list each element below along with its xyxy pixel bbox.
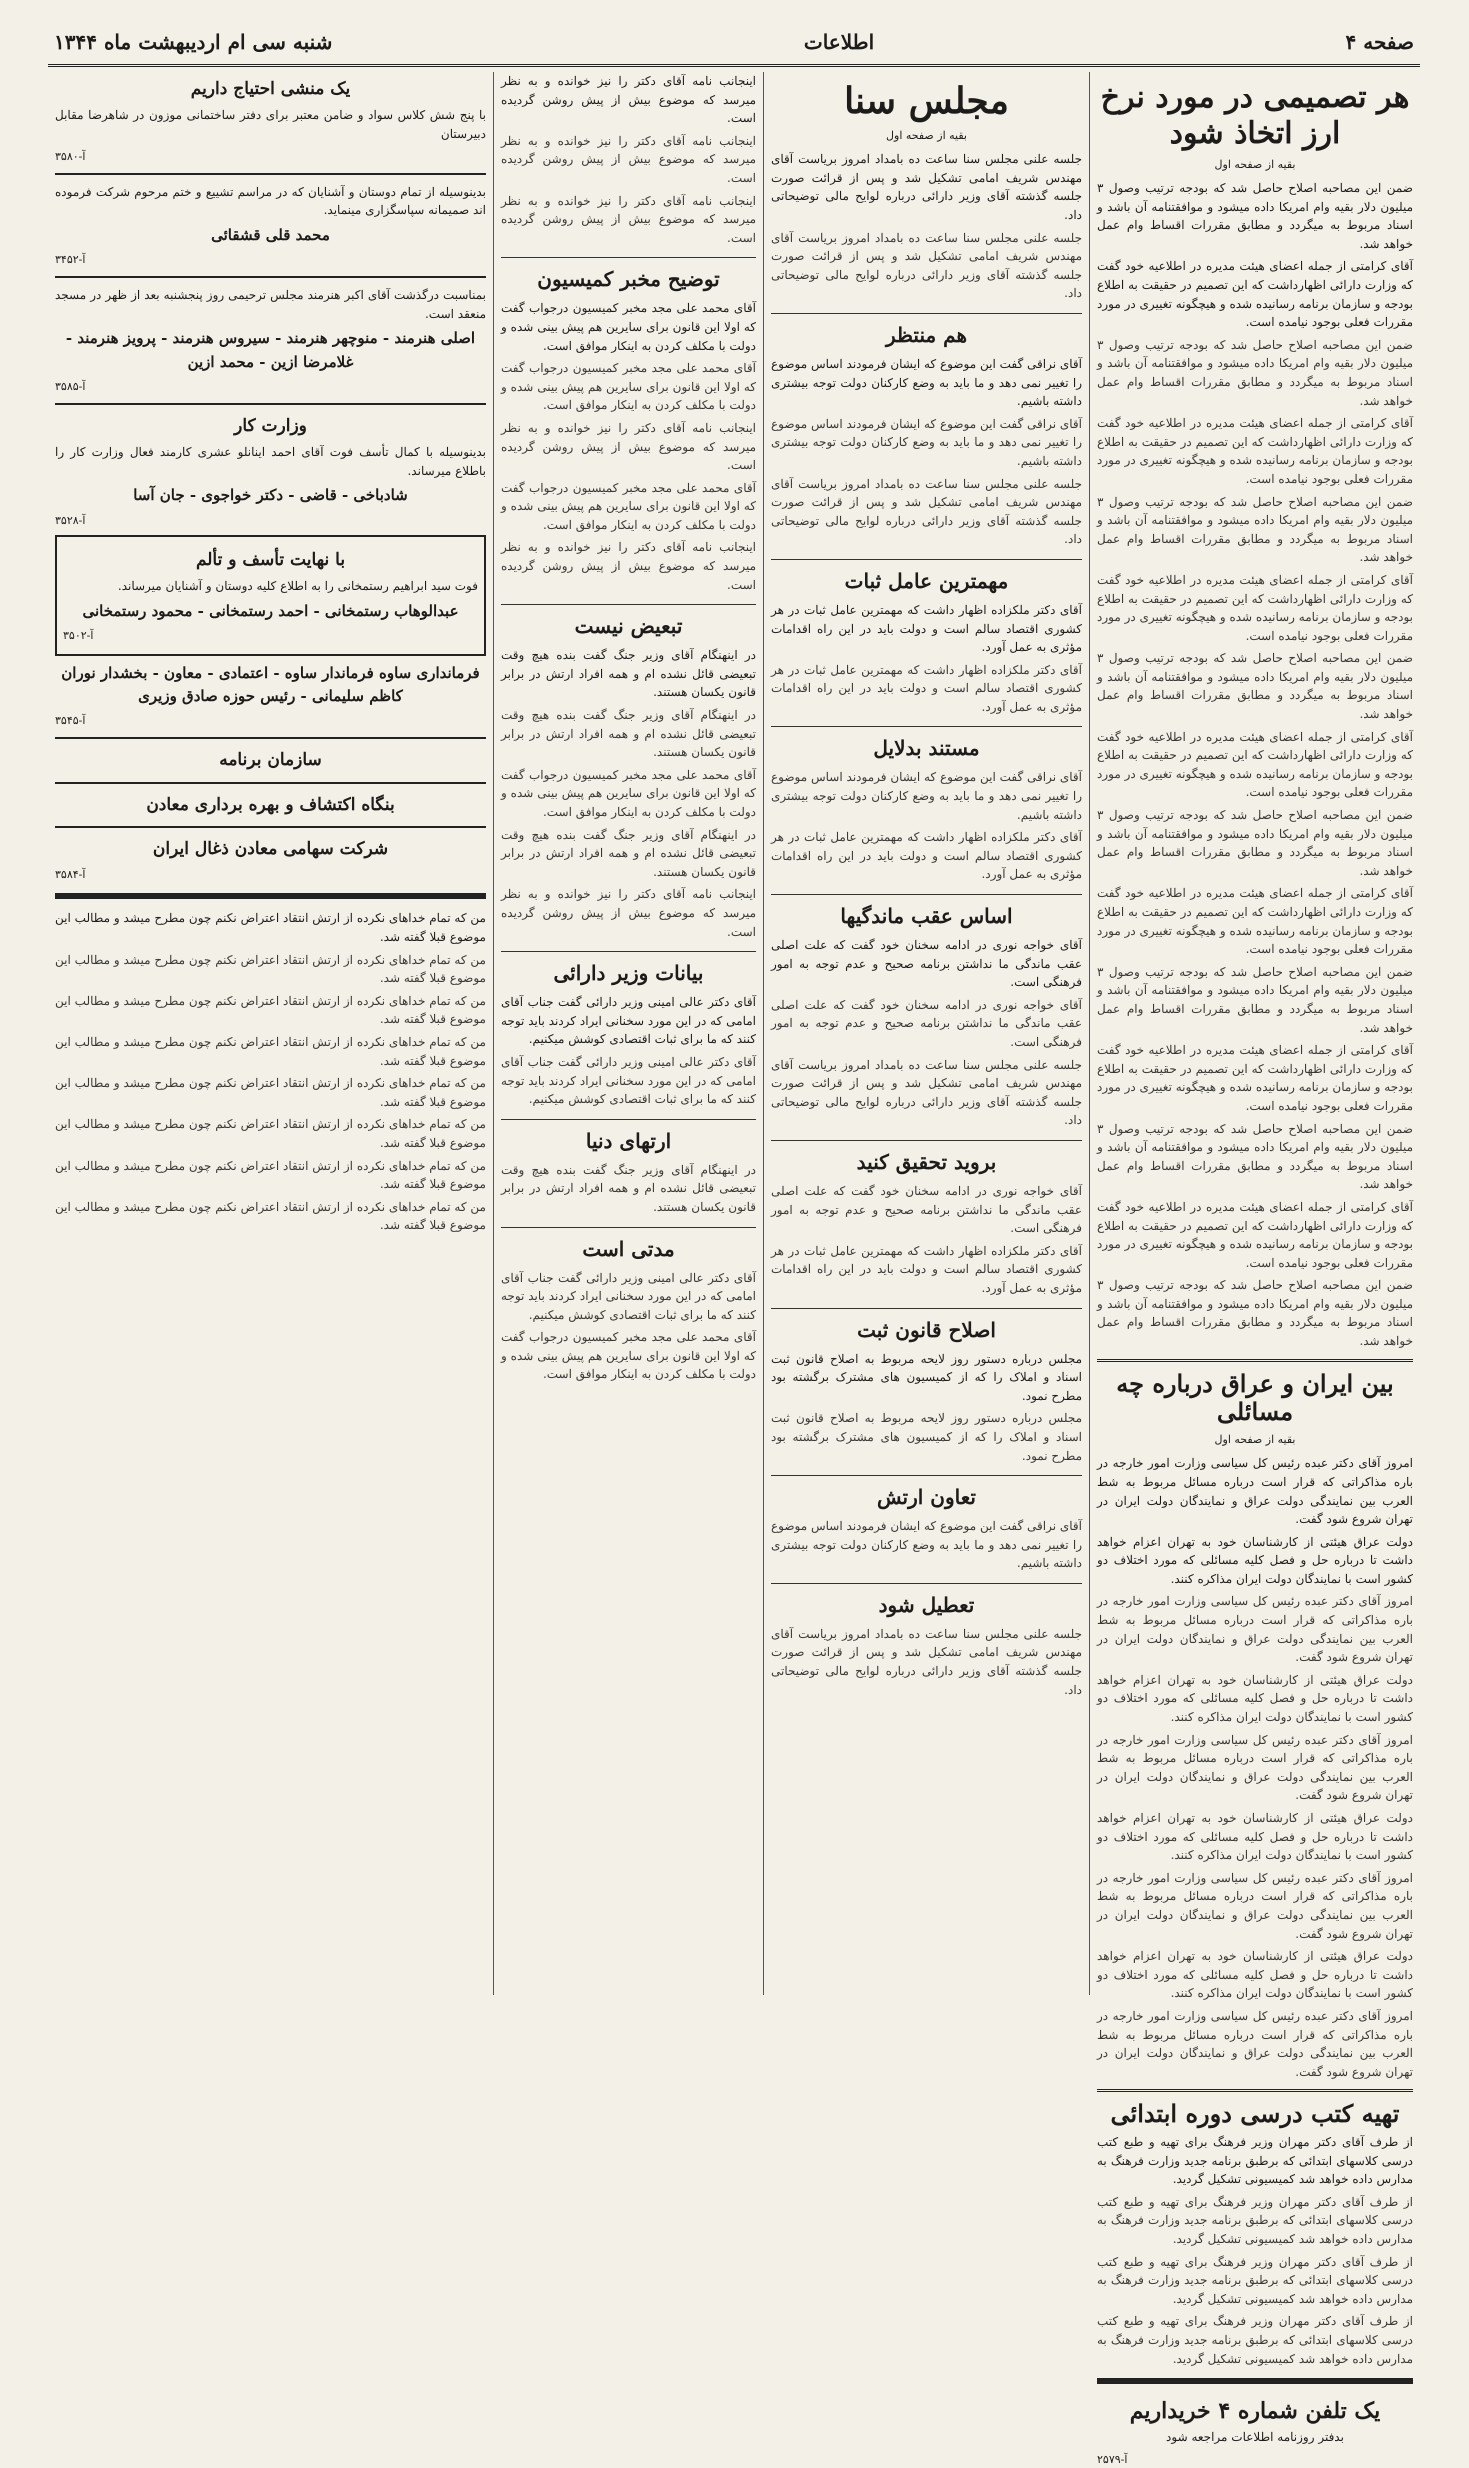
subheading: مستند بدلایل	[771, 726, 1082, 764]
article-paragraph: دولت عراق هیئتی از کارشناسان خود به تهران اعزام خواهد داشت تا درباره حل و فصل کلیه مسائلی که مورد اختلاف دو کشور است با نمایندگان دولت ایران مذاکره کنند.	[1097, 1534, 1413, 1586]
article-paragraph: آقای محمد علی مجد مخبر کمیسیون درجواب گفت که اولا این قانون برای سایرین هم پیش بینی شده و دولت با مکلف کردن به اینکار موافق است.	[501, 361, 756, 413]
divider	[55, 893, 486, 899]
article-paragraph: در اینهنگام آقای وزیر جنگ گفت بنده هیچ وقت تبعیضی قائل نشده ام و همه افراد ارتش در برابر قانون یکسان هستند.	[501, 1162, 756, 1214]
ad-code: آ-۲۵۷۹	[1097, 2452, 1128, 2466]
article-paragraph: آقای دکتر عالی امینی وزیر دارائی گفت جناب آقای امامی که در این مورد سخنانی ایراد کردند باید توجه کنند که ما برای ثبات اقتصادی کوشش میکنیم.	[501, 1054, 756, 1107]
subheading: بیانات وزیر دارائی	[501, 951, 756, 989]
article-paragraph: آقای دکتر ملکزاده اظهار داشت که مهمترین عامل ثبات در هر کشوری اقتصاد سالم است و دولت باید در این راه اقدامات مؤثری به عمل آورد.	[771, 662, 1082, 714]
subheading: تعطیل شود	[771, 1583, 1082, 1621]
article-paragraph: آقای دکتر عالی امینی وزیر دارائی گفت جناب آقای امامی که در این مورد سخنانی ایراد کردند باید توجه کنند که ما برای ثبات اقتصادی کوشش میکنیم.	[501, 995, 756, 1047]
subheading: مدتی است	[501, 1227, 756, 1265]
article-paragraph: اینجانب نامه آقای دکتر را نیز خوانده و به نظر میرسد که موضوع بیش از پیش روشن گردیده است.	[501, 420, 756, 473]
article-paragraph: من که تمام خداهای نکرده از ارتش انتقاد اعتراض نکنم چون مطرح میشد و مطالب این موضوع قبلا گفته شد.	[55, 1199, 486, 1233]
article-paragraph: آقای خواجه نوری در ادامه سخنان خود گفت که علت اصلی عقب ماندگی ما نداشتن برنامه صحیح و عدم توجه به امور فرهنگی است.	[771, 1183, 1082, 1236]
article-paragraph: ضمن این مصاحبه اصلاح حاصل شد که بودجه ترتیب وصول ۳ میلیون دلار بقیه وام امریکا داده میشود و موافقتنامه آن باشد و اسناد مربوط به میگردد و مطابق مقررات اقساط وام عمل خواهد شد.	[1097, 494, 1413, 565]
continued-note: بقیه از صفحه اول	[886, 129, 967, 143]
article-paragraph: امروز آقای دکتر عبده رئیس کل سیاسی وزارت امور خارجه در باره مذاکراتی که قرار است درباره مسائل مربوط به شط العرب بین نمایندگی دولت عراق و نمایندگان دولت ایران در تهران شروع شود گفت.	[1097, 1870, 1413, 1941]
headline-senate: مجلس سنا	[844, 80, 1009, 122]
ad-signature: شادباخی - قاضی - دکتر خواجوی - جان آسا	[133, 486, 408, 505]
ad-title: سازمان برنامه	[219, 750, 322, 771]
column-3	[493, 72, 763, 1995]
subheading: ارتهای دنیا	[501, 1119, 756, 1157]
article-paragraph: آقای کرامتی از جمله اعضای هیئت مدیره در اطلاعیه خود گفت که وزارت دارائی اظهارداشت که این تصمیم در حقیقت به اطلاع بودجه و سازمان برنامه رسانیده شده و هیچگونه تغییری در مورد مقررات فعلی بوجود نیامده است.	[1097, 1043, 1413, 1113]
article-paragraph: آقای دکتر عالی امینی وزیر دارائی گفت جناب آقای امامی که در این مورد سخنانی ایراد کردند باید توجه کنند که ما برای ثبات اقتصادی کوشش میکنیم.	[501, 1270, 756, 1322]
article-paragraph: آقای نراقی گفت این موضوع که ایشان فرمودند اساس موضوع را تغییر نمی دهد و ما باید به وضع کارکنان دولت توجه بیشتری داشته باشیم.	[771, 1519, 1082, 1571]
page-number: صفحه ۴	[1345, 30, 1414, 54]
article-paragraph: اینجانب نامه آقای دکتر را نیز خوانده و به نظر میرسد که موضوع بیش از پیش روشن گردیده است.	[501, 887, 756, 939]
newspaper-page	[48, 20, 1420, 2466]
divider	[55, 782, 486, 784]
ad-code: آ-۳۵۸۰	[55, 149, 86, 163]
article-paragraph: امروز آقای دکتر عبده رئیس کل سیاسی وزارت امور خارجه در باره مذاکراتی که قرار است درباره مسائل مربوط به شط العرب بین نمایندگی دولت عراق و نمایندگان دولت ایران در تهران شروع شود گفت.	[1097, 1594, 1413, 1665]
ad-code: آ-۳۵۲۸	[55, 513, 86, 527]
article-paragraph: آقای محمد علی مجد مخبر کمیسیون درجواب گفت که اولا این قانون برای سایرین هم پیش بینی شده و دولت با مکلف کردن به اینکار موافق است.	[501, 1330, 756, 1382]
subheading: تعاون ارتش	[771, 1475, 1082, 1513]
article-paragraph: جلسه علنی مجلس سنا ساعت ده بامداد امروز بریاست آقای مهندس شریف امامی تشکیل شد و پس از قرائت صورت جلسه گذشته آقای وزیر دارائی درباره لوایح مالی توضیحاتی داد.	[771, 1626, 1082, 1697]
article-paragraph: ضمن این مصاحبه اصلاح حاصل شد که بودجه ترتیب وصول ۳ میلیون دلار بقیه وام امریکا داده میشود و موافقتنامه آن باشد و اسناد مربوط به میگردد و مطابق مقررات اقساط وام عمل خواهد شد.	[1097, 651, 1413, 722]
article-paragraph: امروز آقای دکتر عبده رئیس کل سیاسی وزارت امور خارجه در باره مذاکراتی که قرار است درباره مسائل مربوط به شط العرب بین نمایندگی دولت عراق و نمایندگان دولت ایران در تهران شروع شود گفت.	[1097, 1732, 1413, 1803]
article-paragraph: آقای محمد علی مجد مخبر کمیسیون درجواب گفت که اولا این قانون برای سایرین هم پیش بینی شده و دولت با مکلف کردن به اینکار موافق است.	[501, 767, 756, 819]
article-paragraph: من که تمام خداهای نکرده از ارتش انتقاد اعتراض نکنم چون مطرح میشد و مطالب این موضوع قبلا گفته شد.	[55, 993, 486, 1027]
ad-signature: عبدالوهاب رستمخانی - احمد رستمخانی - محمود رستمخانی	[82, 601, 459, 620]
article-paragraph: اینجانب نامه آقای دکتر را نیز خوانده و به نظر میرسد که موضوع بیش از پیش روشن گردیده است.	[501, 133, 756, 185]
article-paragraph: من که تمام خداهای نکرده از ارتش انتقاد اعتراض نکنم چون مطرح میشد و مطالب این موضوع قبلا گفته شد.	[55, 911, 486, 945]
subheading: هم منتظر	[771, 313, 1082, 351]
article-paragraph: آقای دکتر ملکزاده اظهار داشت که مهمترین عامل ثبات در هر کشوری اقتصاد سالم است و دولت باید در این راه اقدامات مؤثری به عمل آورد.	[771, 830, 1082, 882]
divider	[1097, 2378, 1413, 2384]
article-paragraph: از طرف آقای دکتر مهران وزیر فرهنگ برای تهیه و طبع کتب درسی کلاسهای ابتدائی که برطبق برنامه جدید وزارت فرهنگ به مدارس داده خواهد شد کمیسیونی تشکیل گردید.	[1097, 2314, 1413, 2366]
article-paragraph: از طرف آقای دکتر مهران وزیر فرهنگ برای تهیه و طبع کتب درسی کلاسهای ابتدائی که برطبق برنامه جدید وزارت فرهنگ به مدارس داده خواهد شد کمیسیونی تشکیل گردید.	[1097, 2194, 1413, 2247]
article-paragraph: ضمن این مصاحبه اصلاح حاصل شد که بودجه ترتیب وصول ۳ میلیون دلار بقیه وام امریکا داده میشود و موافقتنامه آن باشد و اسناد مربوط به میگردد و مطابق مقررات اقساط وام عمل خواهد شد.	[1097, 181, 1413, 251]
ad-title: با نهایت تأسف و تألم	[195, 549, 346, 570]
article-paragraph: آقای کرامتی از جمله اعضای هیئت مدیره در اطلاعیه خود گفت که وزارت دارائی اظهارداشت که این تصمیم در حقیقت به اطلاع بودجه و سازمان برنامه رسانیده شده و هیچگونه تغییری در مورد مقررات فعلی بوجود نیامده است.	[1097, 1199, 1413, 1270]
article-paragraph: دولت عراق هیئتی از کارشناسان خود به تهران اعزام خواهد داشت تا درباره حل و فصل کلیه مسائلی که مورد اختلاف دو کشور است با نمایندگان دولت ایران مذاکره کنند.	[1097, 1672, 1413, 1725]
ad-title: بنگاه اکتشاف و بهره برداری معادن	[146, 794, 395, 815]
ad-code: آ-۳۵۴۵	[55, 714, 86, 728]
subheading: اساس عقب ماندگیها	[771, 894, 1082, 932]
article-paragraph: امروز آقای دکتر عبده رئیس کل سیاسی وزارت امور خارجه در باره مذاکراتی که قرار است درباره مسائل مربوط به شط العرب بین نمایندگی دولت عراق و نمایندگان دولت ایران در تهران شروع شود گفت.	[1097, 2008, 1413, 2079]
continued-note: بقیه از صفحه اول	[1214, 1433, 1296, 1447]
article-paragraph: آقای کرامتی از جمله اعضای هیئت مدیره در اطلاعیه خود گفت که وزارت دارائی اظهارداشت که این تصمیم در حقیقت به اطلاع بودجه و سازمان برنامه رسانیده شده و هیچگونه تغییری در مورد مقررات فعلی بوجود نیامده است.	[1097, 259, 1413, 330]
ad-body: فوت سید ابراهیم رستمخانی را به اطلاع کلیه دوستان و آشنایان میرساند.	[117, 578, 478, 593]
newspaper-name: اطلاعات	[803, 30, 875, 54]
ad-body: بمناسبت درگذشت آقای اکبر هنرمند مجلس ترحیمی روز پنجشنبه بعد از ظهر در مسجد منعقد است.	[55, 288, 486, 321]
article-paragraph: آقای دکتر ملکزاده اظهار داشت که مهمترین عامل ثبات در هر کشوری اقتصاد سالم است و دولت باید در این راه اقدامات مؤثری به عمل آورد.	[771, 1243, 1082, 1295]
article-paragraph: آقای نراقی گفت این موضوع که ایشان فرمودند اساس موضوع را تغییر نمی دهد و ما باید به وضع کارکنان دولت توجه بیشتری داشته باشیم.	[771, 770, 1082, 822]
divider	[55, 403, 486, 405]
headline-textbooks: تهیه کتب درسی دوره ابتدائی	[1097, 2089, 1413, 2129]
article-paragraph: ضمن این مصاحبه اصلاح حاصل شد که بودجه ترتیب وصول ۳ میلیون دلار بقیه وام امریکا داده میشود و موافقتنامه آن باشد و اسناد مربوط به میگردد و مطابق مقررات اقساط وام عمل خواهد شد.	[1097, 1121, 1413, 1192]
article-paragraph: ضمن این مصاحبه اصلاح حاصل شد که بودجه ترتیب وصول ۳ میلیون دلار بقیه وام امریکا داده میشود و موافقتنامه آن باشد و اسناد مربوط به میگردد و مطابق مقررات اقساط وام عمل خواهد شد.	[1097, 337, 1413, 408]
masthead	[48, 20, 1420, 67]
article-paragraph: آقای کرامتی از جمله اعضای هیئت مدیره در اطلاعیه خود گفت که وزارت دارائی اظهارداشت که این تصمیم در حقیقت به اطلاع بودجه و سازمان برنامه رسانیده شده و هیچگونه تغییری در مورد مقررات فعلی بوجود نیامده است.	[1097, 729, 1413, 800]
article-paragraph: دولت عراق هیئتی از کارشناسان خود به تهران اعزام خواهد داشت تا درباره حل و فصل کلیه مسائلی که مورد اختلاف دو کشور است با نمایندگان دولت ایران مذاکره کنند.	[1097, 1949, 1413, 2001]
article-paragraph: اینجانب نامه آقای دکتر را نیز خوانده و به نظر میرسد که موضوع بیش از پیش روشن گردیده است.	[501, 540, 756, 592]
article-paragraph: در اینهنگام آقای وزیر جنگ گفت بنده هیچ وقت تبعیضی قائل نشده ام و همه افراد ارتش در برابر قانون یکسان هستند.	[501, 648, 756, 700]
ad-code: آ-۳۴۵۲	[55, 253, 86, 267]
article-paragraph: امروز آقای دکتر عبده رئیس کل سیاسی وزارت امور خارجه در باره مذاکراتی که قرار است درباره مسائل مربوط به شط العرب بین نمایندگی دولت عراق و نمایندگان دولت ایران در تهران شروع شود گفت.	[1097, 1456, 1413, 1527]
article-paragraph: در اینهنگام آقای وزیر جنگ گفت بنده هیچ وقت تبعیضی قائل نشده ام و همه افراد ارتش در برابر قانون یکسان هستند.	[501, 708, 756, 760]
divider	[55, 276, 486, 278]
ad-title: شرکت سهامی معادن ذغال ایران	[152, 839, 389, 860]
ad-body: با پنج شش کلاس سواد و ضامن معتبر برای دفتر ساختمانی موزون در شاهرضا مقابل دبیرستان	[55, 108, 486, 141]
ad-signature: محمد قلی قشقائی	[211, 225, 330, 244]
ad-signature: اصلی هنرمند - منوچهر هنرمند - سیروس هنرمند - پرویز هنرمند - غلامرضا ازین - محمد ازین	[65, 329, 476, 371]
boxed-ad	[55, 535, 486, 656]
issue-date: شنبه سی ام اردیبهشت ماه ۱۳۴۴	[54, 30, 333, 54]
article-paragraph: دولت عراق هیئتی از کارشناسان خود به تهران اعزام خواهد داشت تا درباره حل و فصل کلیه مسائلی که مورد اختلاف دو کشور است با نمایندگان دولت ایران مذاکره کنند.	[1097, 1811, 1413, 1863]
ad-title: یک منشی احتیاج داریم	[190, 79, 351, 99]
article-paragraph: آقای کرامتی از جمله اعضای هیئت مدیره در اطلاعیه خود گفت که وزارت دارائی اظهارداشت که این تصمیم در حقیقت به اطلاع بودجه و سازمان برنامه رسانیده شده و هیچگونه تغییری در مورد مقررات فعلی بوجود نیامده است.	[1097, 886, 1413, 957]
ad-body: بدینوسیله با کمال تأسف فوت آقای احمد اینانلو عشری کارمند فعال وزارت کار را باطلاع میرساند.	[55, 445, 486, 478]
column-4-ads	[48, 72, 493, 1995]
article-paragraph: من که تمام خداهای نکرده از ارتش انتقاد اعتراض نکنم چون مطرح میشد و مطالب این موضوع قبلا گفته شد.	[55, 952, 486, 986]
column-2	[763, 72, 1089, 1995]
ad-code: آ-۳۵۰۲	[63, 628, 94, 642]
ad-signature: فرمانداری ساوه فرماندار ساوه - اعتمادی - معاون - بخشدار نوران کاظم سلیمانی - رئیس حوزه صادق وزیری	[61, 663, 480, 706]
article-paragraph: آقای دکتر ملکزاده اظهار داشت که مهمترین عامل ثبات در هر کشوری اقتصاد سالم است و دولت باید در این راه اقدامات مؤثری به عمل آورد.	[771, 602, 1082, 655]
subheading: اصلاح قانون ثبت	[771, 1308, 1082, 1346]
article-paragraph: از طرف آقای دکتر مهران وزیر فرهنگ برای تهیه و طبع کتب درسی کلاسهای ابتدائی که برطبق برنامه جدید وزارت فرهنگ به مدارس داده خواهد شد کمیسیونی تشکیل گردید.	[1097, 2254, 1413, 2306]
ad-code: آ-۳۵۸۵	[55, 379, 86, 393]
article-paragraph: آقای خواجه نوری در ادامه سخنان خود گفت که علت اصلی عقب ماندگی ما نداشتن برنامه صحیح و عدم توجه به امور فرهنگی است.	[771, 997, 1082, 1050]
divider	[55, 826, 486, 828]
article-paragraph: ضمن این مصاحبه اصلاح حاصل شد که بودجه ترتیب وصول ۳ میلیون دلار بقیه وام امریکا داده میشود و موافقتنامه آن باشد و اسناد مربوط به میگردد و مطابق مقررات اقساط وام عمل خواهد شد.	[1097, 964, 1413, 1035]
headline-exchange-rate: هر تصمیمی در مورد نرخ ارز اتخاذ شود	[1100, 80, 1410, 151]
subheading: تبعیض نیست	[501, 604, 756, 642]
ad-title: وزارت کار	[234, 415, 307, 436]
article-paragraph: در اینهنگام آقای وزیر جنگ گفت بنده هیچ وقت تبعیضی قائل نشده ام و همه افراد ارتش در برابر قانون یکسان هستند.	[501, 827, 756, 879]
article-paragraph: اینجانب نامه آقای دکتر را نیز خوانده و به نظر میرسد که موضوع بیش از پیش روشن گردیده است.	[501, 193, 756, 245]
article-paragraph: آقای کرامتی از جمله اعضای هیئت مدیره در اطلاعیه خود گفت که وزارت دارائی اظهارداشت که این تصمیم در حقیقت به اطلاع بودجه و سازمان برنامه رسانیده شده و هیچگونه تغییری در مورد مقررات فعلی بوجود نیامده است.	[1097, 572, 1413, 643]
phone-ad-title: یک تلفن شماره ۴ خریداریم	[1129, 2398, 1381, 2425]
article-paragraph: آقای نراقی گفت این موضوع که ایشان فرمودند اساس موضوع را تغییر نمی دهد و ما باید به وضع کارکنان دولت توجه بیشتری داشته باشیم.	[771, 416, 1082, 468]
subheading: مهمترین عامل ثبات	[771, 559, 1082, 597]
article-paragraph: من که تمام خداهای نکرده از ارتش انتقاد اعتراض نکنم چون مطرح میشد و مطالب این موضوع قبلا گفته شد.	[55, 1076, 486, 1109]
article-paragraph: جلسه علنی مجلس سنا ساعت ده بامداد امروز بریاست آقای مهندس شریف امامی تشکیل شد و پس از قرائت صورت جلسه گذشته آقای وزیر دارائی درباره لوایح مالی توضیحاتی داد.	[771, 230, 1082, 301]
column-1	[1089, 72, 1420, 2466]
article-paragraph: مجلس درباره دستور روز لایحه مربوط به اصلاح قانون ثبت اسناد و املاک را که از کمیسیون های مشترک برگشته بود مطرح نمود.	[771, 1351, 1082, 1403]
article-paragraph: از طرف آقای دکتر مهران وزیر فرهنگ برای تهیه و طبع کتب درسی کلاسهای ابتدائی که برطبق برنامه جدید وزارت فرهنگ به مدارس داده خواهد شد کمیسیونی تشکیل گردید.	[1097, 2135, 1413, 2187]
subheading: بروید تحقیق کنید	[771, 1140, 1082, 1178]
phone-ad-detail: بدفتر روزنامه اطلاعات مراجعه شود	[1166, 2430, 1344, 2445]
ad-body: بدینوسیله از تمام دوستان و آشنایان که در مراسم تشییع و ختم مرحوم شرکت فرموده اند صمیمانه سپاسگزاری مینماید.	[55, 184, 486, 218]
continued-note: بقیه از صفحه اول	[1214, 158, 1296, 171]
article-paragraph: مجلس درباره دستور روز لایحه مربوط به اصلاح قانون ثبت اسناد و املاک را که از کمیسیون های مشترک برگشته بود مطرح نمود.	[771, 1411, 1082, 1463]
article-paragraph: من که تمام خداهای نکرده از ارتش انتقاد اعتراض نکنم چون مطرح میشد و مطالب این موضوع قبلا گفته شد.	[55, 1117, 486, 1151]
article-paragraph: جلسه علنی مجلس سنا ساعت ده بامداد امروز بریاست آقای مهندس شریف امامی تشکیل شد و پس از قرائت صورت جلسه گذشته آقای وزیر دارائی درباره لوایح مالی توضیحاتی داد.	[771, 152, 1082, 223]
subheading: توضیح مخبر کمیسیون	[501, 257, 756, 295]
article-paragraph: آقای محمد علی مجد مخبر کمیسیون درجواب گفت که اولا این قانون برای سایرین هم پیش بینی شده و دولت با مکلف کردن به اینکار موافق است.	[501, 480, 756, 532]
divider	[55, 737, 486, 739]
article-paragraph: جلسه علنی مجلس سنا ساعت ده بامداد امروز بریاست آقای مهندس شریف امامی تشکیل شد و پس از قرائت صورت جلسه گذشته آقای وزیر دارائی درباره لوایح مالی توضیحاتی داد.	[771, 1057, 1082, 1128]
article-paragraph: من که تمام خداهای نکرده از ارتش انتقاد اعتراض نکنم چون مطرح میشد و مطالب این موضوع قبلا گفته شد.	[55, 1035, 486, 1068]
divider	[55, 173, 486, 175]
article-paragraph: آقای نراقی گفت این موضوع که ایشان فرمودند اساس موضوع را تغییر نمی دهد و ما باید به وضع کارکنان دولت توجه بیشتری داشته باشیم.	[771, 356, 1082, 409]
article-paragraph: ضمن این مصاحبه اصلاح حاصل شد که بودجه ترتیب وصول ۳ میلیون دلار بقیه وام امریکا داده میشود و موافقتنامه آن باشد و اسناد مربوط به میگردد و مطابق مقررات اقساط وام عمل خواهد شد.	[1097, 808, 1413, 878]
article-paragraph: آقای خواجه نوری در ادامه سخنان خود گفت که علت اصلی عقب ماندگی ما نداشتن برنامه صحیح و عدم توجه به امور فرهنگی است.	[771, 938, 1082, 990]
article-paragraph: من که تمام خداهای نکرده از ارتش انتقاد اعتراض نکنم چون مطرح میشد و مطالب این موضوع قبلا گفته شد.	[55, 1158, 486, 1192]
article-paragraph: آقای کرامتی از جمله اعضای هیئت مدیره در اطلاعیه خود گفت که وزارت دارائی اظهارداشت که این تصمیم در حقیقت به اطلاع بودجه و سازمان برنامه رسانیده شده و هیچگونه تغییری در مورد مقررات فعلی بوجود نیامده است.	[1097, 416, 1413, 486]
ad-code: آ-۳۵۸۴	[55, 868, 86, 882]
article-paragraph: آقای محمد علی مجد مخبر کمیسیون درجواب گفت که اولا این قانون برای سایرین هم پیش بینی شده و دولت با مکلف کردن به اینکار موافق است.	[501, 301, 756, 353]
article-paragraph: اینجانب نامه آقای دکتر را نیز خوانده و به نظر میرسد که موضوع بیش از پیش روشن گردیده است.	[501, 74, 756, 126]
article-paragraph: ضمن این مصاحبه اصلاح حاصل شد که بودجه ترتیب وصول ۳ میلیون دلار بقیه وام امریکا داده میشود و موافقتنامه آن باشد و اسناد مربوط به میگردد و مطابق مقررات اقساط وام عمل خواهد شد.	[1097, 1278, 1413, 1349]
article-paragraph: جلسه علنی مجلس سنا ساعت ده بامداد امروز بریاست آقای مهندس شریف امامی تشکیل شد و پس از قرائت صورت جلسه گذشته آقای وزیر دارائی درباره لوایح مالی توضیحاتی داد.	[771, 476, 1082, 547]
headline-iran-iraq: بین ایران و عراق درباره چه مسائلی	[1097, 1359, 1413, 1428]
